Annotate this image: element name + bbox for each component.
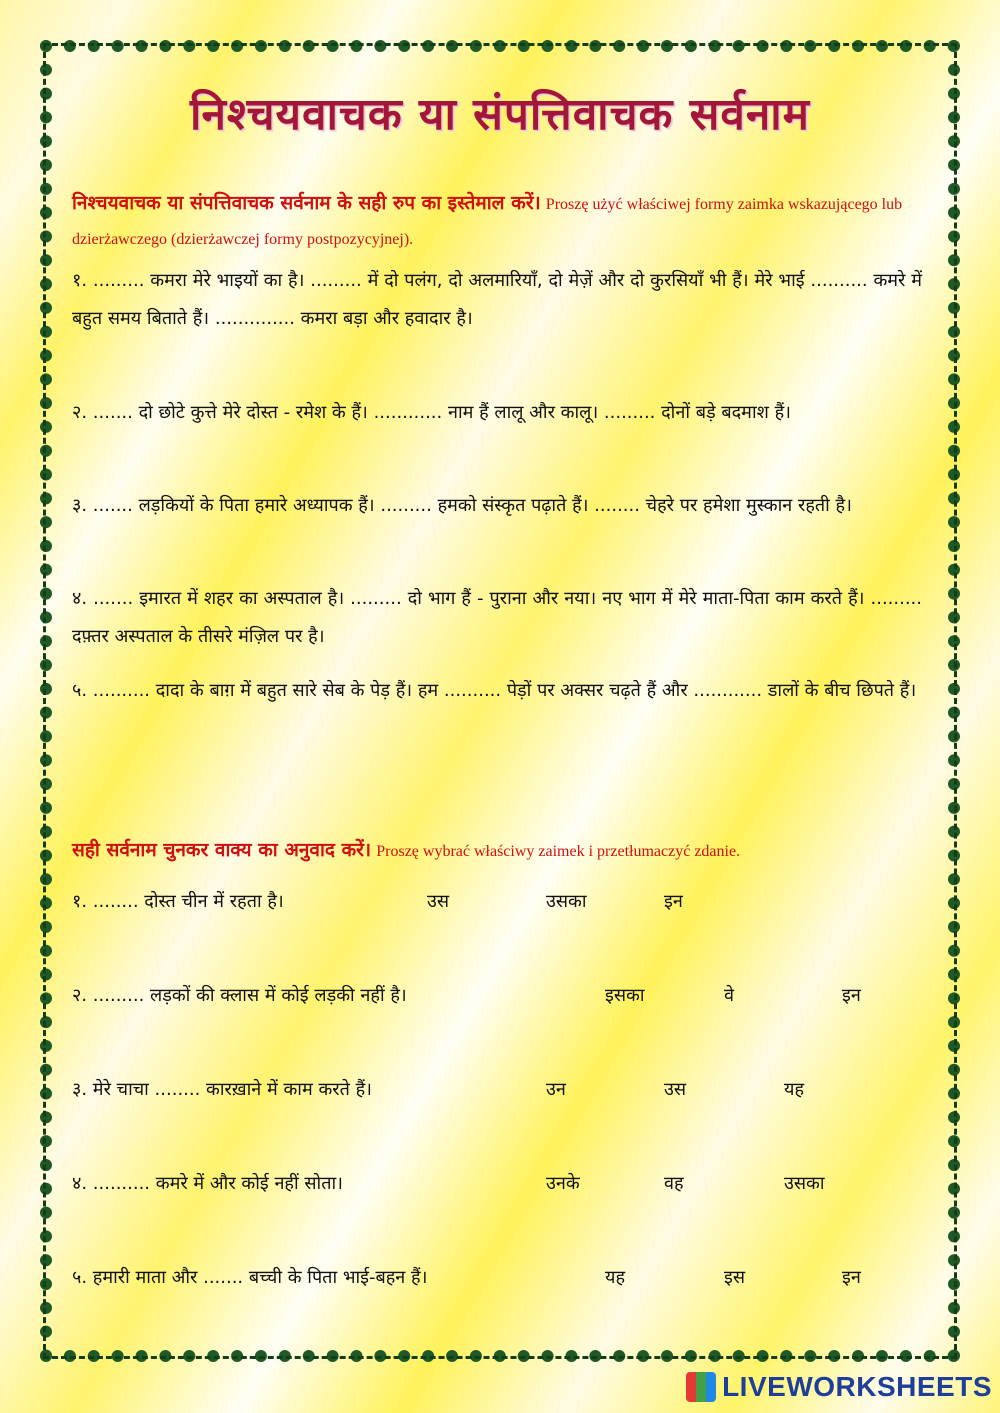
exercise-4: ४. ....... इमारत में शहर का अस्पताल है। ......... दो भाग हैं - पुराना और नया। नए भाग में मेरे माता-पिता काम करते हैं। ......... दफ़्तर अस्पताल के तीसरे मंज़िल पर है। <box>72 588 922 647</box>
liveworksheets-logo-icon <box>686 1372 716 1402</box>
section2-instruction <box>72 833 920 869</box>
choice-option[interactable]: इसका <box>605 985 645 1006</box>
section2-instruction-polish: Proszę wybrać właściwy zaimek i przetłumaczyć zdanie. <box>376 843 741 860</box>
page-title: निश्चयवाचक या संपत्तिवाचक सर्वनाम <box>190 89 810 140</box>
choice-option[interactable]: उनके <box>546 1173 580 1194</box>
choice-row-1 <box>72 882 932 922</box>
choice-option[interactable]: उसका <box>546 891 587 912</box>
choice-sentence: ५. हमारी माता और ....... बच्ची के पिता भाई-बहन हैं। <box>72 1267 428 1288</box>
section1-instruction-hindi: निश्चयवाचक या संपत्तिवाचक सर्वनाम के सही रुप का इस्तेमाल करें। <box>72 192 541 214</box>
choice-option[interactable]: इन <box>842 985 861 1006</box>
liveworksheets-logo[interactable] <box>686 1367 992 1407</box>
choice-row-4 <box>72 1164 932 1204</box>
choice-option[interactable]: उस <box>427 891 450 912</box>
choice-option[interactable]: यह <box>605 1267 625 1288</box>
choice-option[interactable]: इस <box>724 1267 746 1288</box>
choice-row-5 <box>72 1258 932 1298</box>
choice-sentence: २. ......... लड़कों की क्लास में कोई लड़की नहीं है। <box>72 985 407 1006</box>
exercise-2: २. ....... दो छोटे कुत्ते मेरे दोस्त - रमेश के हैं। ............ नाम हैं लालू और कालू। ......... दोनों बड़े बदमाश हैं। <box>72 402 791 423</box>
choice-option[interactable]: उसका <box>784 1173 825 1194</box>
choice-option[interactable]: वह <box>664 1173 684 1194</box>
exercise-3: ३. ....... लड़कियों के पिता हमारे अध्यापक हैं। ......... हमको संस्कृत पढ़ाते हैं। ........ चेहरे पर हमेशा मुस्कान रहती है। <box>72 495 852 516</box>
choice-option[interactable]: इन <box>664 891 683 912</box>
exercise-5: ५. .......... दादा के बाग़ में बहुत सारे सेब के पेड़ हैं। हम .......... पेड़ों पर अक्सर चढ़ते हैं और ............ डालों के बीच छिपते हैं। <box>72 680 917 701</box>
choice-sentence: १. ........ दोस्त चीन में रहता है। <box>72 891 284 912</box>
choice-row-3 <box>72 1070 932 1110</box>
choice-option[interactable]: वे <box>724 985 735 1006</box>
choice-sentence: ३. मेरे चाचा ........ कारख़ाने में काम करते हैं। <box>72 1079 373 1100</box>
choice-sentence: ४. .......... कमरे में और कोई नहीं सोता। <box>72 1173 343 1194</box>
choice-option[interactable]: उस <box>664 1079 687 1100</box>
section1-instruction <box>72 186 920 257</box>
section2-instruction-hindi: सही सर्वनाम चुनकर वाक्य का अनुवाद करें। <box>72 839 372 861</box>
choice-option[interactable]: इन <box>842 1267 861 1288</box>
liveworksheets-brand-text: LIVEWORKSHEETS <box>722 1371 992 1402</box>
section1-instruction-polish: Proszę użyć właściwej formy zaimka wskazującego lub dzierżawczego (dzierżawczej formy postpozycyjnej). <box>72 196 903 248</box>
exercise-1: १. ......... कमरा मेरे भाइयों का है। ......... में दो पलंग, दो अलमारियाँ, दो मेज़ें और दो कुरसियाँ भी हैं। मेरे भाई .......... कमरे में बहुत समय बिताते हैं। .............. कमरा बड़ा और हवादार है। <box>72 270 922 329</box>
choice-option[interactable]: उन <box>546 1079 566 1100</box>
choice-option[interactable]: यह <box>784 1079 804 1100</box>
choice-row-2 <box>72 976 932 1016</box>
